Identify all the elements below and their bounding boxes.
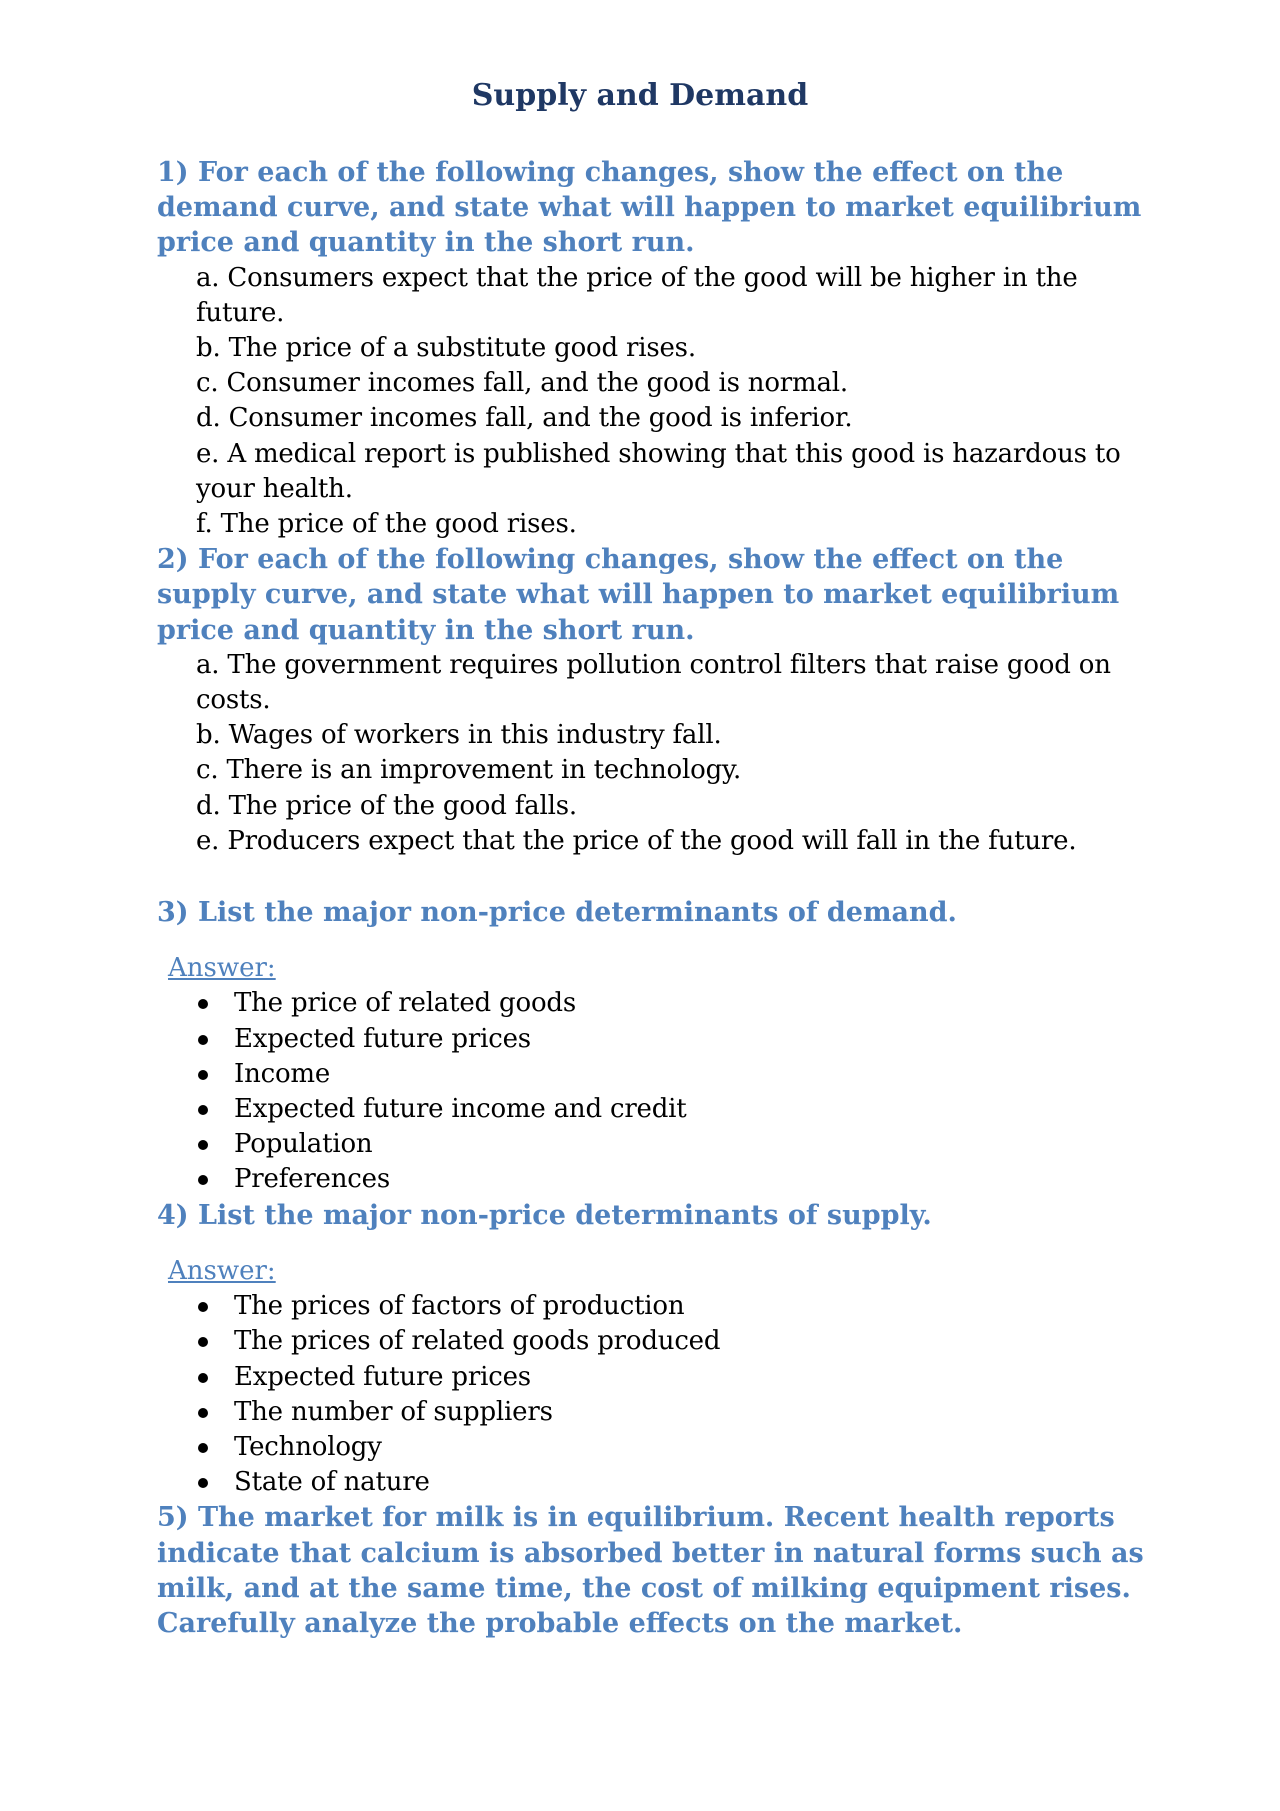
bullet-icon [198,1337,208,1347]
answer-text: Expected future income and credit [234,1094,687,1125]
bullet-icon [198,1373,208,1383]
question-1-item-e: e. A medical report is published showing that this good is hazardous to your health. [196,438,1121,504]
list-item [234,1092,1147,1127]
list-item [234,1162,1147,1197]
bullet-icon [198,1478,208,1488]
question-4-answers [157,1289,1147,1500]
bullet-icon [198,1105,208,1115]
question-4: 4) List the major non-price determinants of supply. [157,1199,932,1231]
document-body [157,155,1147,1641]
question-1-items [157,261,1147,543]
section-gap [157,1233,1147,1254]
answer-text: State of nature [234,1467,430,1498]
answer-text: The number of suppliers [234,1396,553,1427]
answer-label-4: Answer: [168,1255,276,1286]
list-item [234,1395,1147,1430]
bullet-icon [198,1140,208,1150]
answer-text: Expected future prices [234,1023,531,1054]
bullet-icon [198,1070,208,1080]
section-gap [157,859,1147,895]
question-2-item-c: c. There is an improvement in technology. [196,755,742,786]
question-2-items [157,648,1147,859]
list-item [234,1127,1147,1162]
answer-text: Preferences [234,1164,390,1195]
bullet-icon [198,1175,208,1185]
answer-text: Expected future prices [234,1361,531,1392]
list-item [234,1289,1147,1324]
question-1-item-f: f. The price of the good rises. [196,509,577,540]
answer-text: The prices of factors of production [234,1291,685,1322]
list-item [234,1360,1147,1395]
question-1-item-c: c. Consumer incomes fall, and the good is normal. [196,368,848,399]
bullet-icon [198,1408,208,1418]
question-2-item-d: d. The price of the good falls. [196,790,577,821]
bullet-icon [198,999,208,1009]
list-item [234,986,1147,1021]
bullet-icon [198,1302,208,1312]
section-gap [157,930,1147,951]
answer-text: Population [234,1129,373,1160]
list-item [234,1022,1147,1057]
question-3-answers [157,986,1147,1197]
question-1-item-b: b. The price of a substitute good rises. [196,333,696,364]
list-item [234,1430,1147,1465]
bullet-icon [198,1443,208,1453]
question-1-item-d: d. Consumer incomes fall, and the good is inferior. [196,403,853,434]
list-item [234,1465,1147,1500]
question-1: 1) For each of the following changes, show the effect on the demand curve, and state what will happen to market equilibrium price and quantity in the short run. [157,157,1142,259]
answer-label-3: Answer: [168,953,276,984]
answer-text: Income [234,1058,331,1089]
question-5: 5) The market for milk is in equilibrium. Recent health reports indicate that calcium is absorbed better in natural forms such as milk, and at the same time, the cost of milking equipment rises. Carefully analyze the probable effects on the market. [157,1502,1144,1639]
list-item [234,1057,1147,1092]
list-item [234,1324,1147,1359]
answer-text: The prices of related goods produced [234,1326,721,1357]
question-3: 3) List the major non-price determinants of demand. [157,897,957,929]
answer-text: Technology [234,1431,382,1462]
question-1-item-a: a. Consumers expect that the price of the good will be higher in the future. [196,262,1078,328]
question-2-item-e: e. Producers expect that the price of the good will fall in the future. [196,825,1077,856]
page-title: Supply and Demand [471,78,809,113]
answer-text: The price of related goods [234,988,576,1019]
question-2-item-a: a. The government requires pollution control filters that raise good on costs. [196,649,1111,716]
question-2: 2) For each of the following changes, show the effect on the supply curve, and state what will happen to market equilibrium price and quantity in the short run. [157,544,1120,646]
bullet-icon [198,1035,208,1045]
question-2-item-b: b. Wages of workers in this industry fall. [196,720,722,751]
